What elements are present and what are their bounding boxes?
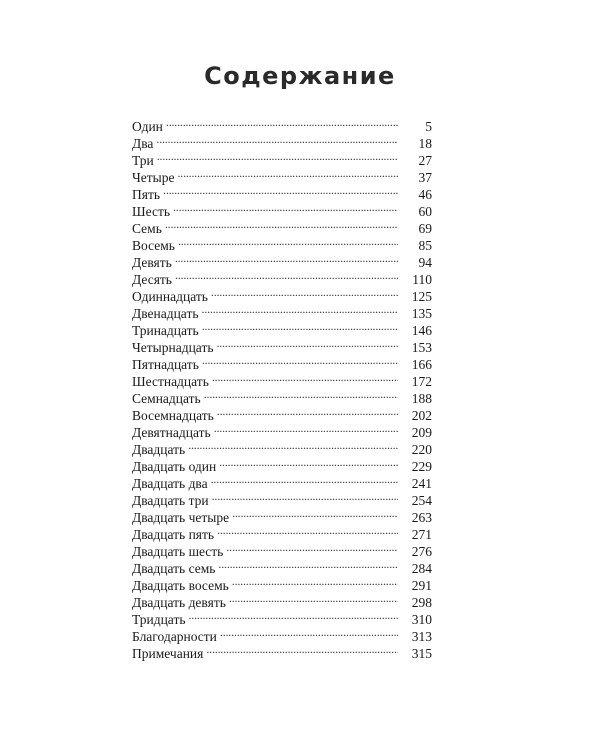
toc-dot-leader [165,216,398,233]
toc-entry-label: Два [132,136,154,151]
toc-entry-page-number: 153 [411,340,432,355]
toc-entry[interactable] [132,131,432,151]
toc-entry-page-number: 18 [418,136,432,151]
toc-entry[interactable] [132,199,432,219]
toc-entry-label: Пять [132,187,161,202]
toc-entry[interactable] [132,148,432,168]
toc-entry-label: Двадцать три [132,493,209,508]
toc-entry-page-number: 69 [418,221,432,236]
toc-entry[interactable] [132,114,432,134]
toc-entry[interactable] [132,267,432,287]
toc-entry-page-number: 110 [412,272,432,287]
toc-dot-leader [212,369,398,386]
toc-dot-leader [218,556,398,573]
page-title: Содержание [204,62,396,90]
toc-entry-page-number: 202 [411,408,432,423]
toc-entry-page-number: 94 [418,255,432,270]
toc-entry-page-number: 313 [411,629,432,644]
table-of-contents [132,114,432,661]
toc-dot-leader [211,471,398,488]
toc-entry-page-number: 315 [411,646,432,661]
toc-entry[interactable] [132,250,432,270]
toc-entry[interactable] [132,284,432,304]
toc-dot-leader [163,182,398,199]
toc-entry-label: Двадцать пять [132,527,215,542]
toc-dot-leader [220,624,398,641]
toc-entry-page-number: 135 [411,306,432,321]
toc-entry-page-number: 166 [411,357,432,372]
toc-dot-leader [217,522,398,539]
toc-dot-leader [202,301,398,318]
toc-entry-label: Девять [132,255,172,270]
toc-entry-label: Десять [132,272,172,287]
toc-entry-page-number: 276 [411,544,432,559]
toc-entry-page-number: 27 [418,153,432,168]
toc-entry-page-number: 125 [411,289,432,304]
toc-dot-leader [188,437,398,454]
toc-entry-page-number: 146 [411,323,432,338]
toc-dot-leader [175,250,398,267]
toc-entry-page-number: 220 [411,442,432,457]
toc-entry-page-number: 209 [411,425,432,440]
toc-dot-leader [226,539,398,556]
toc-dot-leader [166,114,398,131]
toc-dot-leader [217,403,398,420]
toc-dot-leader [217,335,399,352]
toc-entry-page-number: 291 [411,578,432,593]
toc-entry-page-number: 46 [418,187,432,202]
toc-dot-leader [177,165,398,182]
toc-entry-label: Двадцать семь [132,561,216,576]
toc-entry-label: Пятнадцать [132,357,199,372]
toc-entry-page-number: 310 [411,612,432,627]
toc-dot-leader [211,284,398,301]
toc-entry-label: Шесть [132,204,170,219]
toc-dot-leader [204,386,398,403]
toc-entry-page-number: 271 [411,527,432,542]
toc-entry-page-number: 60 [418,204,432,219]
toc-dot-leader [232,573,398,590]
toc-entry-page-number: 263 [411,510,432,525]
toc-dot-leader [175,267,398,284]
toc-dot-leader [202,318,398,335]
toc-entry-label: Восемнадцать [132,408,214,423]
toc-entry-label: Восемь [132,238,175,253]
toc-dot-leader [157,148,398,165]
toc-dot-leader [206,641,398,658]
toc-entry-label: Девятнадцать [132,425,211,440]
toc-dot-leader [229,590,398,607]
toc-entry-label: Двенадцать [132,306,199,321]
toc-entry-label: Тридцать [132,612,186,627]
toc-entry-page-number: 188 [411,391,432,406]
toc-entry[interactable] [132,182,432,202]
toc-dot-leader [219,454,398,471]
toc-entry-label: Четыре [132,170,175,185]
toc-entry[interactable] [132,165,432,185]
toc-entry-label: Одиннадцать [132,289,208,304]
toc-entry-label: Двадцать четыре [132,510,230,525]
toc-entry-label: Двадцать [132,442,186,457]
toc-entry[interactable] [132,233,432,253]
toc-entry-label: Двадцать восемь [132,578,229,593]
toc-dot-leader [232,505,398,522]
toc-entry-label: Семь [132,221,162,236]
toc-dot-leader [178,233,398,250]
toc-entry-label: Три [132,153,154,168]
toc-entry-label: Тринадцать [132,323,199,338]
toc-entry-page-number: 85 [418,238,432,253]
toc-entry-page-number: 37 [418,170,432,185]
toc-entry-label: Шестнадцать [132,374,209,389]
toc-dot-leader [156,131,398,148]
toc-entry-label: Двадцать шесть [132,544,224,559]
toc-entry-page-number: 5 [425,119,432,134]
toc-entry-label: Двадцать один [132,459,217,474]
toc-entry-label: Семнадцать [132,391,201,406]
toc-entry-page-number: 241 [411,476,432,491]
toc-entry-page-number: 254 [411,493,432,508]
toc-dot-leader [214,420,398,437]
toc-entry-label: Один [132,119,163,134]
toc-dot-leader [202,352,398,369]
toc-entry-page-number: 298 [411,595,432,610]
toc-entry-page-number: 172 [411,374,432,389]
toc-dot-leader [212,488,398,505]
toc-entry-label: Двадцать два [132,476,208,491]
toc-entry-label: Четырнадцать [132,340,214,355]
toc-entry-label: Двадцать девять [132,595,226,610]
toc-entry-page-number: 229 [411,459,432,474]
toc-dot-leader [173,199,398,216]
toc-dot-leader [189,607,399,624]
toc-entry-page-number: 284 [411,561,432,576]
toc-entry-label: Благодарности [132,629,217,644]
toc-entry-label: Примечания [132,646,204,661]
toc-entry[interactable] [132,216,432,236]
